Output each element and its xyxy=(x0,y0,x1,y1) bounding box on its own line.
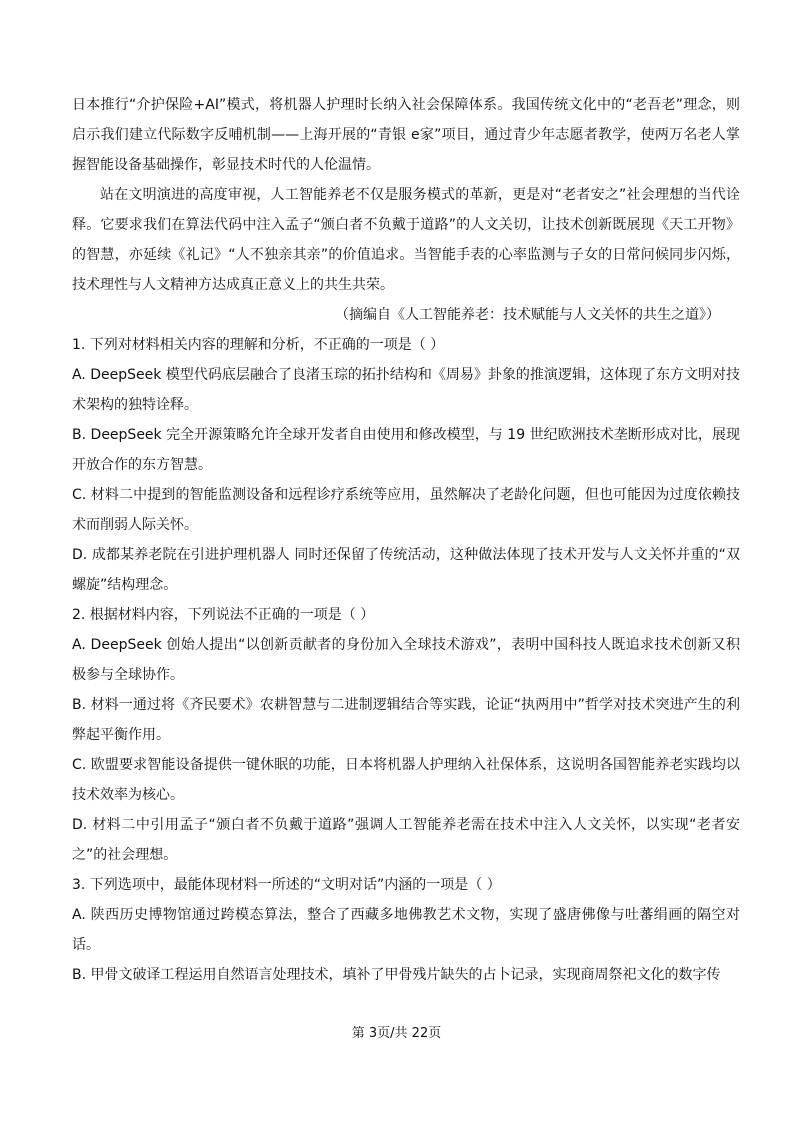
page-content xyxy=(72,90,740,990)
question-2-option-b: B. 材料一通过将《齐民要术》农耕智慧与二进制逻辑结合等实践，论证“执两用中”哲学对技术突进产生的利弊起平衡作用。 xyxy=(72,697,740,743)
question-1-option-c: C. 材料二中提到的智能监测设备和远程诊疗系统等应用，虽然解决了老龄化问题，但也可能因为过度依赖技术而削弱人际关怀。 xyxy=(72,487,740,533)
question-1-option-a: A. DeepSeek 模型代码底层融合了良渚玉琮的拓扑结构和《周易》卦象的推演逻辑，这体现了东方文明对技术架构的独特诠释。 xyxy=(72,367,740,413)
passage-source: （摘编自《人工智能养老：技术赋能与人文关怀的共生之道》） xyxy=(335,307,720,323)
question-2-option-c: C. 欧盟要求智能设备提供一键休眠的功能，日本将机器人护理纳入社保体系，这说明各国智能养老实践均以技术效率为核心。 xyxy=(72,757,740,803)
question-2-stem: 2. 根据材料内容，下列说法不正确的一项是（ ） xyxy=(72,607,375,623)
question-1-option-b: B. DeepSeek 完全开源策略允许全球开发者自由使用和修改模型，与 19 世纪欧洲技术垄断形成对比，展现开放合作的东方智慧。 xyxy=(72,427,740,473)
question-3-stem: 3. 下列选项中，最能体现材料一所述的“文明对话”内涵的一项是（ ） xyxy=(72,877,501,893)
question-3-option-b: B. 甲骨文破译工程运用自然语言处理技术，填补了甲骨残片缺失的占卜记录，实现商周祭祀文化的数字传 xyxy=(72,967,721,983)
question-1-stem: 1. 下列对材料相关内容的理解和分析，不正确的一项是（ ） xyxy=(72,337,445,353)
page-number-footer: 第 3页/共 22页 xyxy=(351,1026,442,1041)
passage-paragraph-2: 站在文明演进的高度审视，人工智能养老不仅是服务模式的革新，更是对“老者安之”社会理想的当代诠释。它要求我们在算法代码中注入孟子“颁白者不负戴于道路”的人文关切，让技术创新既展现《天工开物》的智慧，亦延续《礼记》“人不独亲其亲”的价值追求。当智能手表的心率监测与子女的日常问候同步闪烁，技术理性与人文精神方达成真正意义上的共生共荣。 xyxy=(72,187,740,293)
question-1-option-d: D. 成都某养老院在引进护理机器人 同时还保留了传统活动，这种做法体现了技术开发与人文关怀并重的“双螺旋”结构理念。 xyxy=(72,547,740,593)
passage-paragraph-1: 日本推行“介护保险+AI”模式，将机器人护理时长纳入社会保障体系。我国传统文化中的“老吾老”理念，则启示我们建立代际数字反哺机制——上海开展的“青银 e家”项目，通过青少年志愿者教学，使两万名老人掌握智能设备基础操作，彰显技术时代的人伦温情。 xyxy=(72,97,740,173)
question-2-option-d: D. 材料二中引用孟子“颁白者不负戴于道路”强调人工智能养老需在技术中注入人文关怀，以实现“老者安之”的社会理想。 xyxy=(72,817,740,863)
question-3-option-a: A. 陕西历史博物馆通过跨模态算法，整合了西藏多地佛教艺术文物，实现了盛唐佛像与吐蕃绢画的隔空对话。 xyxy=(72,907,740,953)
question-2-option-a: A. DeepSeek 创始人提出“以创新贡献者的身份加入全球技术游戏”，表明中国科技人既追求技术创新又积极参与全球协作。 xyxy=(72,637,740,683)
